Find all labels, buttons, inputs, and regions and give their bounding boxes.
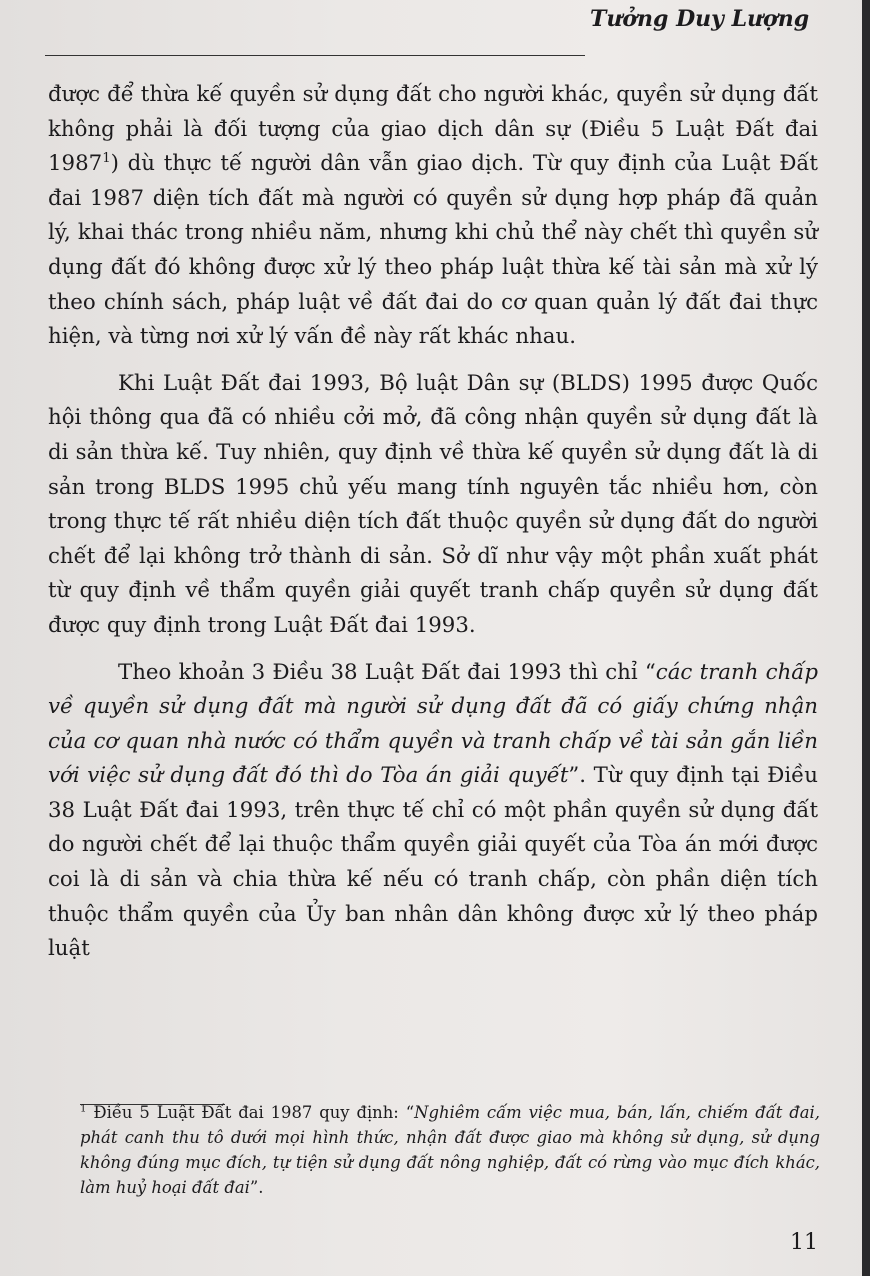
paragraph	[48, 78, 818, 355]
running-header-author: Tưởng Duy Lượng	[590, 6, 810, 32]
paragraph	[48, 656, 818, 967]
page-number: 11	[790, 1230, 818, 1255]
text-segment: ”.	[249, 1178, 264, 1197]
footnote-marker: 1	[80, 1103, 87, 1115]
footnotes	[80, 1100, 820, 1200]
text-segment: được để thừa kế quyền sử dụng đất cho người khác, quyền sử dụng đất không phải là đối tượng của giao dịch dân sự (Điều 5 Luật Đất đai 1987	[48, 82, 818, 177]
paragraph	[48, 367, 818, 644]
body-text	[48, 78, 818, 979]
italic-text: các tranh chấp về quyền sử dụng đất mà người sử dụng đất đã có giấy chứng nhận của cơ quan nhà nước có thẩm quyền và tranh chấp về tài sản gắn liền với việc sử dụng đất đó thì do Tòa án giải quyết	[48, 659, 818, 789]
footnote	[80, 1100, 820, 1200]
italic-text: Nghiêm cấm việc mua, bán, lấn, chiếm đất đai, phát canh thu tô dưới mọi hình thức, nhận đất được giao mà không sử dụng, sử dụng không đúng mục đích, tự tiện sử dụng đất nông nghiệp, đất có rừng vào mục đích khác, làm huỷ hoại đất đai	[80, 1103, 820, 1197]
header-rule	[45, 55, 585, 56]
text-segment: Khi Luật Đất đai 1993, Bộ luật Dân sự (BLDS) 1995 được Quốc hội thông qua đã có nhiều cởi mở, đã công nhận quyền sử dụng đất là di sản thừa kế. Tuy nhiên, quy định về thừa kế quyền sử dụng đất là di sản trong BLDS 1995 chủ yếu mang tính nguyên tắc nhiều hơn, còn trong thực tế rất nhiều diện tích đất thuộc quyền sử dụng đất do người chết để lại không trở thành di sản. Sở dĩ như vậy một phần xuất phát từ quy định về thẩm quyền giải quyết tranh chấp quyền sử dụng đất được quy định trong Luật Đất đai 1993.	[48, 370, 818, 638]
text-segment: Điều 5 Luật Đất đai 1987 quy định: “	[86, 1103, 415, 1122]
page-edge	[862, 0, 870, 1276]
text-segment: ) dù thực tế người dân vẫn giao dịch. Từ quy định của Luật Đất đai 1987 diện tích đất mà người có quyền sử dụng hợp pháp đã quản lý, khai thác trong nhiều năm, nhưng khi chủ thể này chết thì quyền sử dụng đất đó không được xử lý theo pháp luật thừa kế tài sản mà xử lý theo chính sách, pháp luật về đất đai do cơ quan quản lý đất đai thực hiện, và từng nơi xử lý vấn đề này rất khác nhau.	[48, 151, 818, 350]
footnote-marker: 1	[102, 151, 111, 167]
text-segment: ”. Từ quy định tại Điều 38 Luật Đất đai 1993, trên thực tế chỉ có một phần quyền sử dụng đất do người chết để lại thuộc thẩm quyền giải quyết của Tòa án mới được coi là di sản và chia thừa kế nếu có tranh chấp, còn phần diện tích thuộc thẩm quyền của Ủy ban nhân dân không được xử lý theo pháp luật	[48, 763, 818, 962]
text-segment: Theo khoản 3 Điều 38 Luật Đất đai 1993 thì chỉ “	[118, 659, 656, 685]
